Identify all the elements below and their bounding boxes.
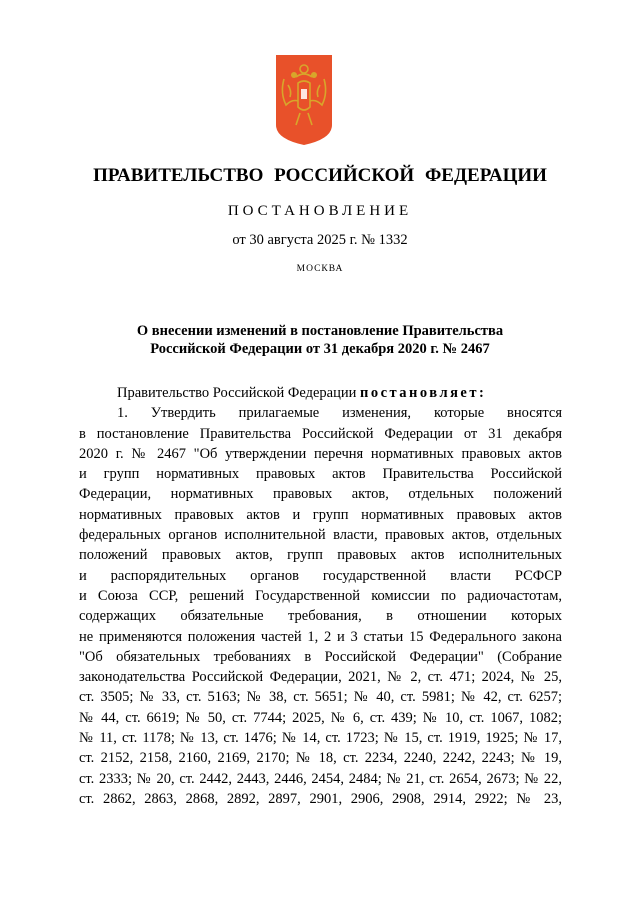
body-line: содержащих обязательные требования, в отношении которых <box>79 608 562 625</box>
intro-paragraph <box>79 383 562 403</box>
heading-line-2: Российской Федерации от 31 декабря 2020 г. № 2467 <box>150 341 490 357</box>
document-city: МОСКВА <box>296 264 344 274</box>
body-line: не применяются положения частей 1, 2 и 3 статьи 15 Федерального закона <box>79 628 562 645</box>
body-line: федеральных органов исполнительной власти, правовых актов, отдельных <box>79 527 562 544</box>
document-body <box>79 383 562 809</box>
document-date-number: от 30 августа 2025 г. № 1332 <box>232 232 408 248</box>
coat-of-arms-icon <box>276 55 332 147</box>
body-line: ст. 3505; № 33, ст. 5163; № 38, ст. 5651; № 40, ст. 5981; № 42, ст. 6257; <box>79 689 562 706</box>
body-line: № 11, ст. 1178; № 13, ст. 1476; № 14, ст. 1723; № 15, ст. 1919, 1925; № 17, <box>79 730 562 747</box>
body-line: и групп нормативных правовых актов Правительства Российской <box>79 466 562 483</box>
intro-text: Правительство Российской Федерации <box>117 385 360 401</box>
body-line: положений правовых актов, групп правовых актов исполнительных <box>79 547 562 564</box>
body-line: ст. 2862, 2863, 2868, 2892, 2897, 2901, 2906, 2908, 2914, 2922; № 23, <box>79 790 562 807</box>
document-heading <box>80 322 560 358</box>
body-line: 2020 г. № 2467 "Об утверждении перечня нормативных правовых актов <box>79 445 562 462</box>
body-line: и Союза ССР, решений Государственной комиссии по радиочастотам, <box>79 587 562 604</box>
body-line: Федерации, нормативных правовых актов, отдельных положений <box>79 486 562 503</box>
body-line: 1. Утвердить прилагаемые изменения, которые вносятся <box>117 405 562 422</box>
document-type: ПОСТАНОВЛЕНИЕ <box>227 203 413 219</box>
body-line: в постановление Правительства Российской Федерации от 31 декабря <box>79 425 562 442</box>
body-line: "Об обязательных требованиях в Российской Федерации" (Собрание <box>79 648 562 665</box>
body-line: и распорядительных органов государственной власти РСФСР <box>79 567 562 584</box>
decree-word: постановляет: <box>359 385 487 401</box>
body-line: нормативных правовых актов и групп нормативных правовых актов <box>79 506 562 523</box>
body-line: ст. 2152, 2158, 2160, 2169, 2170; № 18, ст. 2234, 2240, 2242, 2243; № 19, <box>79 750 562 767</box>
heading-line-1: О внесении изменений в постановление Правительства <box>136 323 504 339</box>
body-line: ст. 2333; № 20, ст. 2442, 2443, 2446, 2454, 2484; № 21, ст. 2654, 2673; № 22, <box>79 770 562 787</box>
body-line: законодательства Российской Федерации, 2021, № 2, ст. 471; 2024, № 25, <box>79 669 562 686</box>
body-line: № 44, ст. 6619; № 50, ст. 7744; 2025, № 6, ст. 439; № 10, ст. 1067, 1082; <box>79 709 562 726</box>
government-title: ПРАВИТЕЛЬСТВО РОССИЙСКОЙ ФЕДЕРАЦИИ <box>93 165 547 186</box>
